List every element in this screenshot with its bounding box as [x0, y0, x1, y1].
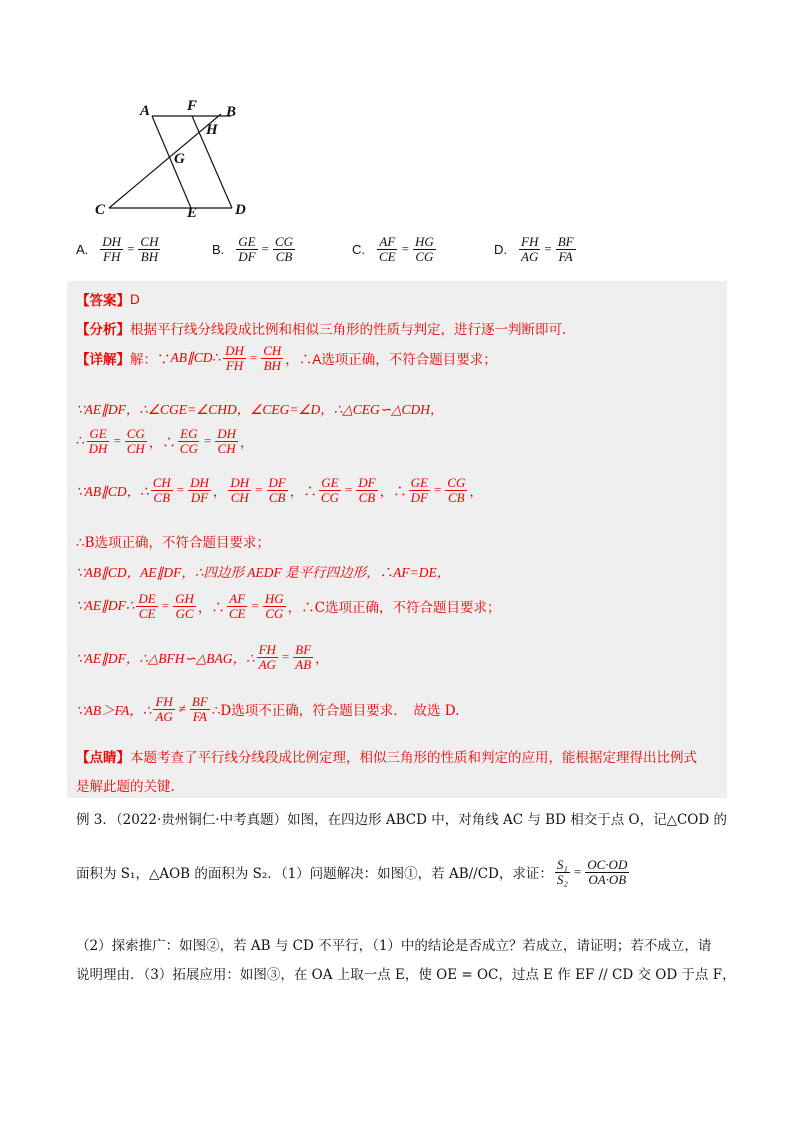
text-run: ， [315, 651, 329, 668]
math-run: ∵AE∥DF，∴△BFH∽△BAG，∴ [76, 651, 255, 667]
comment-line-1 [76, 746, 697, 766]
equals-sign: = [261, 241, 269, 257]
point-label-D: D [235, 202, 246, 218]
detail-line-5 [76, 531, 270, 551]
example-text: 说明理由．（3）拓展应用：如图③，在 OA 上取一点 E，使 OE = OC，过点 E 作 EF // CD 交 OD 于点 F， [76, 967, 736, 983]
point-label-B: B [226, 104, 237, 120]
detail-line-8: ∵AE∥DF，∴△BFH∽△BAG，∴ $\frac{FH}{AG}$ = $\frac{BF}{AB}$ ， [76, 642, 329, 672]
text-run: ，∴ [197, 600, 225, 617]
fraction: $\frac{DH}{CH}$ [230, 475, 250, 505]
example-text: 面积为 S₁，△AOB 的面积为 S₂．（1）问题解决：如图①，若 AB//CD，求证： [76, 866, 553, 883]
point-label-C: C [95, 202, 106, 218]
fraction: $\frac{HG}{CG}$ [264, 591, 284, 621]
segment-AE [152, 116, 191, 208]
detail-line-3: ∴ $\frac{GE}{DH}$ = $\frac{CG}{CH}$ ，∴ $\frac{EG}{CG}$ = $\frac{DH}{CH}$ ， [76, 426, 254, 456]
example-text: 例 3．（2022·贵州铜仁·中考真题）如图，在四边形 ABCD 中，对角线 AC 与 BD 相交于点 O，记△COD 的 [76, 812, 727, 828]
option-c [352, 235, 438, 263]
equals-sign: = [573, 864, 582, 880]
math-run: ∵AB＞FA，∴ [76, 703, 152, 719]
fraction: $\frac{GE}{DH}$ [88, 426, 108, 456]
text-run: ∴ [212, 350, 222, 367]
point-label-G: G [174, 151, 185, 167]
fraction: $\frac{DF}{CB}$ [358, 475, 376, 505]
detail-line-9 [76, 695, 459, 723]
fraction: $\frac{CG}{CB}$ [447, 475, 466, 505]
text-run: ， [239, 435, 254, 452]
fraction: $\frac{GH}{GC}$ [175, 591, 194, 621]
fraction: $\frac{CG}{CB}$ [274, 234, 294, 264]
detail-line-7: ∵AE∥DF∴ $\frac{DE}{CE}$ = $\frac{GH}{GC}$ ，∴ $\frac{AF}{CE}$ = $\frac{HG}{CG}$ ，∴C选项正确，不符合题目要求； [76, 591, 501, 621]
detail-line-6 [76, 561, 450, 581]
option-letter: B. [212, 241, 225, 257]
math-run: AB∥CD [170, 350, 213, 366]
example-text: （2）探索推广：如图②，若 AB 与 CD 不平行，（1）中的结论是否成立？若成立，请证明；若不成立，请 [76, 938, 712, 954]
example-line-4 [76, 963, 736, 983]
fraction: $\frac{BF}{AB}$ [295, 642, 312, 672]
detail-line-2 [76, 398, 443, 418]
answer-tag: 【答案】 [76, 293, 130, 309]
option-b [212, 235, 297, 263]
text-run: ，∴C选项正确，不符合题目要求； [287, 600, 501, 617]
option-letter: C. [352, 241, 365, 257]
fraction: $\frac{DH}{FH}$ [225, 343, 244, 373]
option-d [494, 235, 578, 263]
text-run: ，∴ [379, 484, 407, 501]
detail-tag: 【详解】 [76, 352, 130, 369]
point-label-E: E [187, 205, 198, 221]
fraction: $\frac{BF}{FA}$ [191, 694, 208, 724]
text-run: ，∴ [148, 435, 176, 452]
text-run: ， [469, 484, 483, 501]
fraction: $\frac{FH}{AG}$ [521, 234, 539, 264]
example-line-1 [76, 808, 727, 828]
analysis-text: 根据平行线分线段成比例和相似三角形的性质与判定，进行逐一判断即可. [130, 322, 567, 338]
math-run: ∵AE∥DF∴ [76, 598, 135, 614]
fraction: $\frac{DE}{CE}$ [138, 591, 156, 621]
fraction: $\frac{CG}{CH}$ [126, 426, 145, 456]
not-equal-sign: ≠ [178, 701, 186, 717]
fraction: $\frac{HG}{CG}$ [414, 234, 434, 264]
fraction: $\frac{DF}{CB}$ [268, 475, 286, 505]
text-run: ∴D选项不正确，符合题目要求． 故选 D. [211, 703, 460, 720]
point-label-F: F [187, 98, 198, 114]
point-label-H: H [206, 122, 218, 138]
example-line-2 [76, 858, 631, 886]
fraction: $\frac{DH}{FH}$ [102, 234, 122, 264]
text-run: ∴B选项正确，不符合题目要求； [76, 535, 271, 551]
detail-line-4: ∵AB∥CD，∴ $\frac{CH}{CB}$ = $\frac{DH}{DF}$ ， $\frac{DH}{CH}$ = $\frac{DF}{CB}$ ，∴ $\frac{GE}{CG}$ = $\frac{DF}{CB}$ ，∴ $\frac{GE}{DF}$ = $\frac{CG}{CB}$ ， [76, 475, 483, 505]
equals-sign: = [401, 241, 409, 257]
fraction: $\frac{CH}{BH}$ [140, 234, 159, 264]
math-run: ∵AE∥DF，∴∠CGE=∠CHD，∠CEG=∠D，∴△CEG∽△CDH， [76, 402, 444, 417]
analysis-line [76, 318, 566, 338]
text-run: ， [212, 484, 227, 501]
fraction: $\frac{GE}{DF}$ [410, 475, 428, 505]
fraction: $\frac{CH}{CB}$ [152, 475, 171, 505]
answer-options [76, 235, 740, 275]
fraction: $\frac{FH}{AG}$ [258, 642, 276, 672]
fraction: $\frac{EG}{CG}$ [179, 426, 198, 456]
text-run: 解：∵ [130, 352, 171, 369]
fraction: $\frac{FH}{AG}$ [155, 694, 173, 724]
comment-tag: 【点睛】 [76, 750, 130, 766]
answer-value: D [130, 291, 140, 307]
segment-CB [109, 114, 221, 208]
example-line-3 [76, 934, 711, 954]
comment-line-2 [76, 775, 175, 795]
fraction: $\frac{BF}{FA}$ [557, 234, 574, 264]
answer-line [76, 289, 140, 309]
fraction: $\frac{AF}{CE}$ [379, 234, 396, 264]
fraction: $\frac{CH}{BH}$ [263, 343, 282, 373]
fraction: $\frac{AF}{CE}$ [228, 591, 246, 621]
math-run: ∵AB∥CD，∴ [76, 484, 149, 500]
option-a [76, 235, 162, 263]
detail-line-1: 【详解】 解：∵ AB∥CD ∴ $\frac{DH}{FH}$ = $\frac{CH}{BH}$ ，∴A选项正确，不符合题目要求； [76, 343, 497, 373]
fraction: $\frac{OC\cdot OD}{OA\cdot OB}$ [587, 857, 628, 887]
fraction: $\frac{\text{S₁}}{\text{S₂}}$ [556, 857, 568, 887]
equals-sign: = [544, 241, 552, 257]
geometry-figure [88, 96, 268, 226]
math-run: ∵AB∥CD，AE∥DF，∴四边形 AEDF 是平行四边形，∴AF=DE， [76, 565, 451, 580]
fraction: $\frac{DH}{DF}$ [190, 475, 209, 505]
text-run: ∴ [76, 433, 85, 450]
option-letter: D. [494, 241, 507, 257]
comment-text: 本题考查了平行线分线段成比例定理，相似三角形的性质和判定的应用，能根据定理得出比例式 [130, 750, 697, 766]
option-letter: A. [76, 241, 89, 257]
fraction: $\frac{GE}{DF}$ [238, 234, 256, 264]
fraction: $\frac{DH}{CH}$ [217, 426, 236, 456]
text-run: ，∴ [289, 484, 317, 501]
analysis-tag: 【分析】 [76, 322, 130, 338]
equals-sign: = [127, 241, 135, 257]
fraction: $\frac{GE}{CG}$ [320, 475, 339, 505]
comment-text: 是解此题的关键. [76, 779, 175, 795]
point-label-A: A [140, 103, 151, 119]
text-run: ，∴A选项正确，不符合题目要求； [285, 352, 497, 368]
